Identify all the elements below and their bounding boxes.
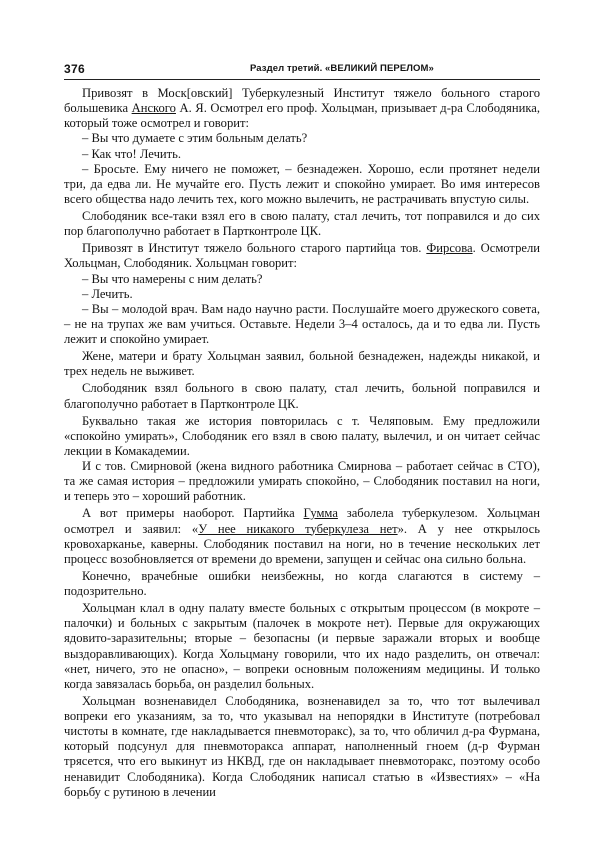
text-run: Жене, матери и брату Хольцман заявил, больной безнадежен, надежды никакой, и трех недель не выживет. [64, 349, 540, 379]
text-run: – Вы что намерены с ним делать? [82, 271, 263, 286]
text-run: Привозят в Институт тяжело больного старого партийца тов. [82, 241, 427, 256]
paragraph [64, 381, 540, 411]
text-run: – Лечить. [82, 286, 133, 301]
paragraph [64, 272, 540, 287]
paragraph [64, 601, 540, 692]
text-run: . Осмотрели Хольцман, Слободяник. Хольцман говорит: [64, 241, 540, 271]
page-number: 376 [64, 62, 85, 76]
underlined-text: Анского [131, 101, 176, 116]
text-run: Буквально такая же история повторилась с т. Челяповым. Ему предложили «спокойно умирать», Слободяник его взял в свою палату, вылечил, и он читает сейчас лекции в Комакадемии. [64, 413, 540, 458]
text-run: Хольцман клал в одну палату вместе больных с открытым процессом (в мокроте – палочки) и больных с закрытым (палочек в мокроте нет). Первые для окружающих ядовито-заразительны; вторые – безопасны (и первые заражали вторых и вообще выздоравливающих). Когда Хольцману говорили, что их надо разделить, он отвечал: «нет, ничего, это не опасно», – вопреки основным положениям медицины. И только когда завязалась борьба, он разделил больных. [64, 601, 540, 691]
paragraph [64, 287, 540, 302]
paragraph [64, 131, 540, 146]
paragraph [64, 86, 540, 131]
underlined-text: У нее никакого туберкулеза нет [198, 521, 398, 536]
text-run: А вот примеры наоборот. Партийка [82, 506, 304, 521]
paragraph [64, 241, 540, 271]
text-run: И с тов. Смирновой (жена видного работника Смирнова – работает сейчас в СТО), та же самая история – предложили умирать спокойно, – Слободяник поставил на ноги, и теперь это – хороший работник. [64, 459, 540, 504]
running-title: Раздел третий. «ВЕЛИКИЙ ПЕРЕЛОМ» [250, 63, 434, 74]
body-text [64, 86, 540, 800]
text-run: Слободяник все-таки взял его в свою палату, стал лечить, тот поправился и до сих пор благополучно работает в Партконтроле ЦК. [64, 209, 540, 239]
text-run: Слободяник взял больного в свою палату, стал лечить, больной поправился и благополучно работает в Партконтроле ЦК. [64, 381, 540, 411]
text-run: Хольцман возненавидел Слободяника, возненавидел за то, что тот вылечивал вопреки его указаниям, за то, что указывал на непорядки в Институте (потребовал чистоты в комнате, где накладывается пневмоторакс), за то, что обличил д-ра Фурмана, который подсунул для пневмоторакса аппарат, наполненный гноем (д-р Фурман трясется, что его выкинут из НКВД, где он накладывает пневмоторакс, поэтому особо ненавидит Слободяника). Когда Слободяник написал статью в «Известиях» – «На борьбу с рутиною в лечении [64, 693, 540, 799]
text-run: Конечно, врачебные ошибки неизбежны, но когда слагаются в систему – подозрительно. [64, 568, 540, 598]
paragraph [64, 506, 540, 567]
paragraph [64, 147, 540, 162]
text-run: Привозят в Моск[овский] Туберкулезный Институт тяжело больного старого большевика [64, 86, 540, 116]
text-run: – Как что! Лечить. [82, 146, 182, 161]
paragraph [64, 162, 540, 207]
underlined-text: Гумма [303, 506, 338, 521]
paragraph [64, 349, 540, 379]
text-run: – Вы что думаете с этим больным делать? [82, 131, 308, 146]
paragraph [64, 414, 540, 459]
underlined-text: Фирсова [426, 241, 473, 256]
paragraph [64, 569, 540, 599]
text-run: заболела туберкулезом. Хольцман осмотрел и заявил: « [64, 506, 540, 536]
text-run: ». А у нее открылось кровохарканье, каверны. Слободяник поставил на ноги, но в течение нескольких лет процесс возобновляется от времени до времени, запущен и сейчас она сильно больна. [64, 521, 540, 566]
paragraph [64, 459, 540, 504]
header-rule [64, 79, 540, 80]
text-run: – Вы – молодой врач. Вам надо научно расти. Послушайте моего дружеского совета, – не на трупах же вам учиться. Оставьте. Недели 3–4 осталось, да и то едва ли. Пусть лежит и спокойно умирает. [64, 301, 540, 346]
text-run: А. Я. Осмотрел его проф. Хольцман, призывает д-ра Слободяника, который тоже осмотрел и говорит: [64, 101, 540, 131]
paragraph [64, 302, 540, 347]
text-run: – Бросьте. Ему ничего не поможет, – безнадежен. Хорошо, если протянет недели три, да едва ли. Не мучайте его. Пусть лежит и спокойно умирает. Во имя интересов всего общества надо лечить тех, кого можно вылечить, не растрачивать впустую силы. [64, 161, 540, 206]
paragraph [64, 209, 540, 239]
paragraph [64, 694, 540, 800]
